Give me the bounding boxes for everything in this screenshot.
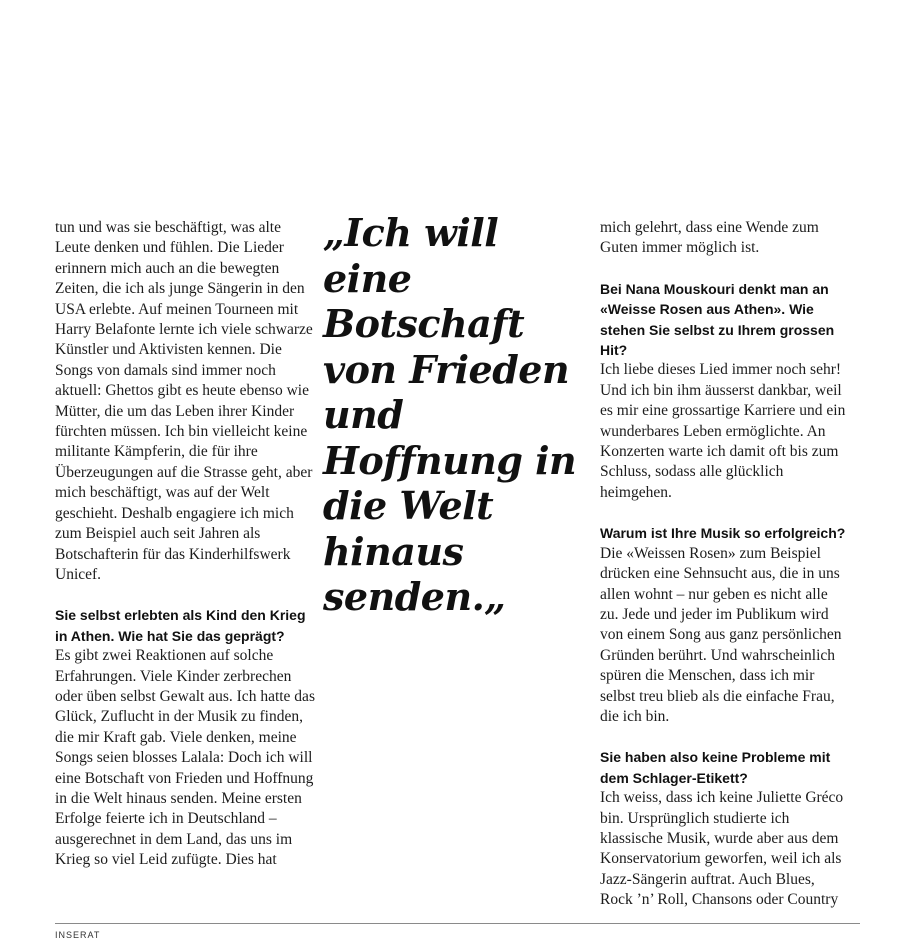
left-column <box>55 218 317 871</box>
interview-answer: Es gibt zwei Reaktionen auf solche Erfahrungen. Viele Kinder zerbrechen oder üben selbst Gewalt aus. Ich hatte das Glück, Zuflucht in der Musik zu finden, die mir Kraft gab. Viele denken, meine Songs seien blosses Lalala: Doch ich will eine Botschaft von Frieden und Hoffnung in die Welt hinaus senden. Meine ersten Erfolge feierte ich in Deutschland – ausgerechnet in dem Land, das uns im Krieg so viel Leid zufügte. Dies hat <box>55 647 315 869</box>
interview-question: Warum ist Ihre Musik so erfolgreich? <box>600 525 846 542</box>
body-paragraph: mich gelehrt, dass eine Wende zum Guten immer möglich ist. <box>600 219 819 257</box>
footer-rule <box>55 923 860 924</box>
interview-question: Sie selbst erlebten als Kind den Krieg in Athen. Wie hat Sie das geprägt? <box>55 607 306 644</box>
interview-answer: Die «Weissen Rosen» zum Beispiel drücken eine Sehnsucht aus, die in uns allen wohnt – nur geben es nicht alle zu. Jede und jeder im Publikum wird von einem Song aus ganz persönlichen Gründen berührt. Und wahrscheinlich spüren die Menschen, dass ich mir selbst treu blieb als die einfache Frau, die ich bin. <box>600 544 842 725</box>
pull-quote: „Ich will eine Botschaft von Frieden und Hoffnung in die Welt hinaus senden.„ <box>323 210 577 619</box>
interview-answer: Ich weiss, dass ich keine Juliette Gréco bin. Ursprünglich studierte ich klassische Musik, wurde aber aus dem Konservatorium geworfen, weil ich als Jazz-Sängerin auftrat. Auch Blues, Rock ’n’ Roll, Chansons oder Country <box>600 789 844 909</box>
interview-question: Sie haben also keine Probleme mit dem Schlager-Etikett? <box>600 749 831 786</box>
interview-answer: Ich liebe dieses Lied immer noch sehr! Und ich bin ihm äusserst dankbar, weil es mir eine grossartige Karriere und ein wunderbares Leben ermöglichte. An Konzerten warte ich damit oft bis zum Schluss, sodass alle glücklich heimgehen. <box>600 361 846 501</box>
body-paragraph: tun und was sie beschäftigt, was alte Leute denken und fühlen. Die Lieder erinnern mich auch an die bewegten Zeiten, die ich als junge Sängerin in den USA erlebte. Auf meinen Tourneen mit Harry Belafonte lernte ich viele schwarze Künstler und Aktivisten kennen. Die Songs von damals sind immer noch aktuell: Ghettos gibt es heute ebenso wie Mütter, die um das Leben ihrer Kinder fürchten müssen. Ich bin vielleicht keine militante Kämpferin, die für ihre Überzeugungen auf die Strasse geht, aber mich beschäftigt, was auf der Welt geschieht. Deshalb engagiere ich mich zum Beispiel auch seit Jahren als Botschafterin für das Kinderhilfswerk Unicef. <box>55 219 313 583</box>
right-column <box>600 218 850 911</box>
interview-question: Bei Nana Mouskouri denkt man an «Weisse Rosen aus Athen». Wie stehen Sie selbst zu Ihrem grossen Hit? <box>600 280 835 359</box>
footer-label: INSERAT <box>55 930 101 940</box>
